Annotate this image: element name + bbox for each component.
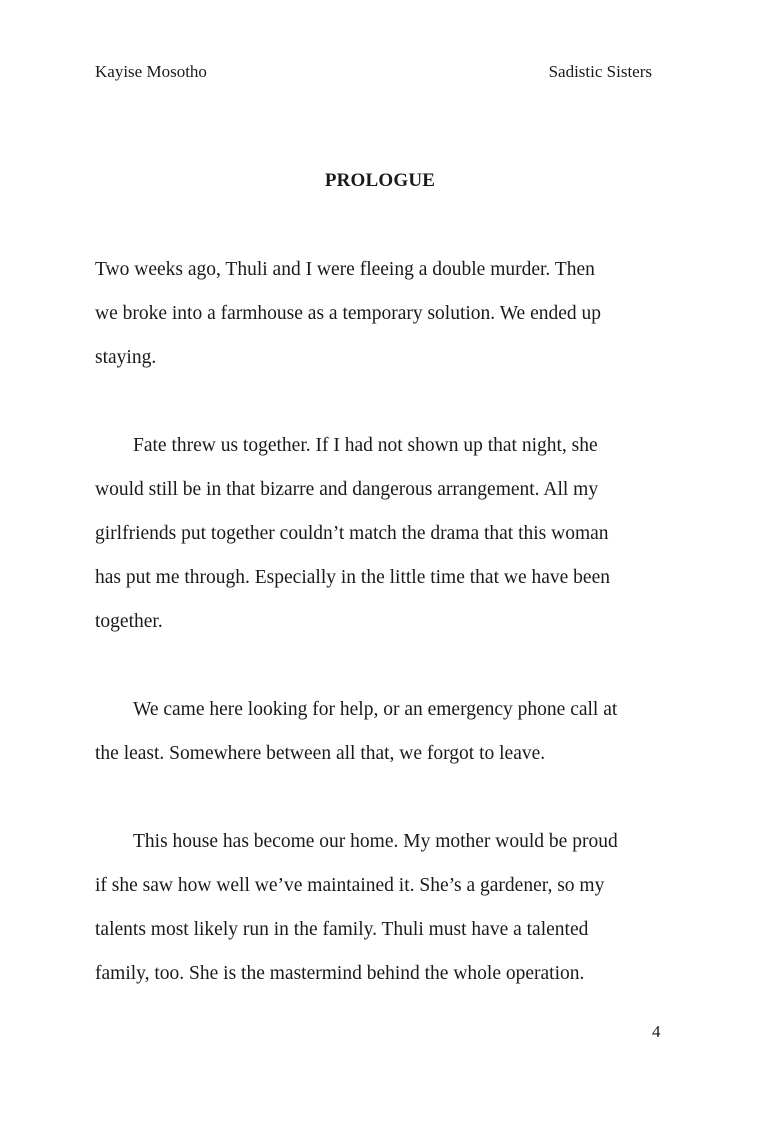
text-line: would still be in that bizarre and dangerous arrangement. All my: [95, 479, 599, 500]
text-line: Fate threw us together. If I had not shown up that night, she: [133, 435, 598, 456]
text-line: together.: [95, 611, 163, 632]
text-line: staying.: [95, 347, 157, 368]
text-line: we broke into a farmhouse as a temporary solution. We ended up: [95, 303, 602, 324]
text-line: has put me through. Especially in the little time that we have been: [95, 567, 610, 588]
text-line: family, too. She is the mastermind behind the whole operation.: [95, 963, 585, 984]
chapter-title: PROLOGUE: [324, 170, 436, 191]
running-header: [95, 62, 652, 86]
text-line: if she saw how well we’ve maintained it. She’s a gardener, so my: [95, 875, 605, 896]
paragraph: [95, 424, 670, 644]
text-line: talents most likely run in the family. Thuli must have a talented: [95, 919, 589, 940]
text-line: We came here looking for help, or an emergency phone call at: [133, 699, 618, 720]
text-line: Two weeks ago, Thuli and I were fleeing a double murder. Then: [95, 259, 595, 280]
header-author: Kayise Mosotho: [95, 62, 207, 81]
header-book-title: Sadistic Sisters: [548, 62, 652, 81]
page-number: 4: [652, 1022, 661, 1041]
text-line: the least. Somewhere between all that, we forgot to leave.: [95, 743, 546, 764]
paragraph: [95, 688, 670, 776]
paragraph: [95, 820, 670, 996]
text-line: This house has become our home. My mother would be proud: [133, 831, 618, 852]
paragraph: [95, 248, 670, 380]
text-line: girlfriends put together couldn’t match the drama that this woman: [95, 523, 609, 544]
body-text: [95, 248, 670, 1040]
